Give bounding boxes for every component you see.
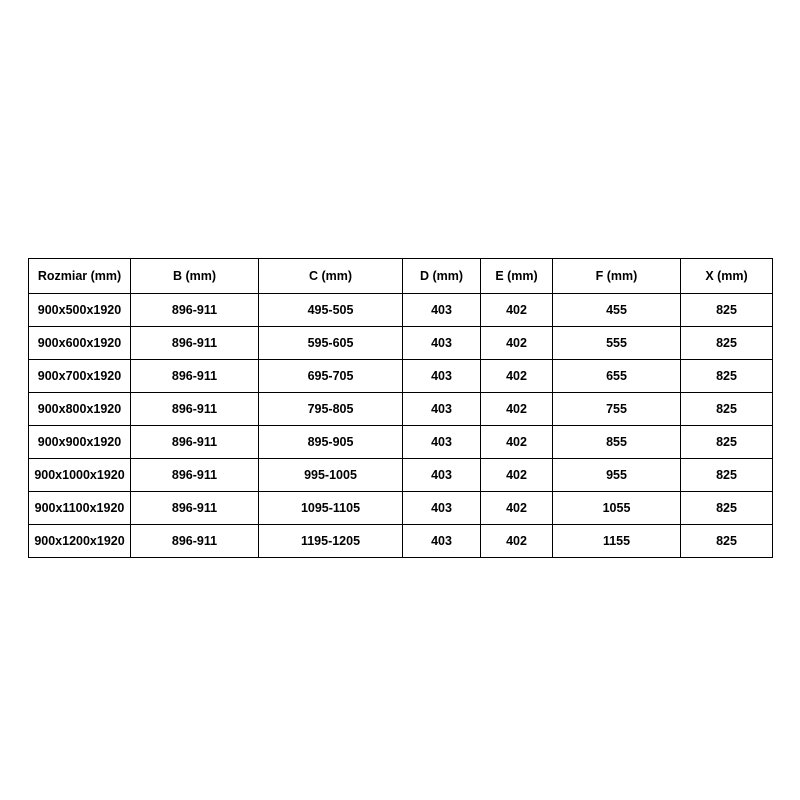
cell-b: 896-911 xyxy=(131,360,259,393)
cell-c: 1195-1205 xyxy=(259,525,403,558)
cell-f: 655 xyxy=(553,360,681,393)
cell-x: 825 xyxy=(681,426,773,459)
cell-d: 403 xyxy=(403,492,481,525)
cell-b: 896-911 xyxy=(131,327,259,360)
cell-b: 896-911 xyxy=(131,459,259,492)
cell-b: 896-911 xyxy=(131,492,259,525)
table-row xyxy=(29,492,773,525)
cell-e: 402 xyxy=(481,294,553,327)
cell-rozmiar: 900x1200x1920 xyxy=(29,525,131,558)
cell-x: 825 xyxy=(681,294,773,327)
cell-x: 825 xyxy=(681,525,773,558)
cell-b: 896-911 xyxy=(131,294,259,327)
table-row xyxy=(29,294,773,327)
cell-f: 555 xyxy=(553,327,681,360)
cell-d: 403 xyxy=(403,294,481,327)
cell-f: 755 xyxy=(553,393,681,426)
column-header-f: F (mm) xyxy=(553,259,681,294)
cell-b: 896-911 xyxy=(131,393,259,426)
cell-d: 403 xyxy=(403,360,481,393)
cell-c: 995-1005 xyxy=(259,459,403,492)
cell-rozmiar: 900x700x1920 xyxy=(29,360,131,393)
cell-rozmiar: 900x600x1920 xyxy=(29,327,131,360)
cell-c: 695-705 xyxy=(259,360,403,393)
cell-e: 402 xyxy=(481,360,553,393)
cell-x: 825 xyxy=(681,492,773,525)
table-header xyxy=(29,259,773,294)
cell-e: 402 xyxy=(481,426,553,459)
cell-rozmiar: 900x800x1920 xyxy=(29,393,131,426)
cell-d: 403 xyxy=(403,393,481,426)
column-header-b: B (mm) xyxy=(131,259,259,294)
cell-rozmiar: 900x1000x1920 xyxy=(29,459,131,492)
cell-x: 825 xyxy=(681,459,773,492)
table-row xyxy=(29,525,773,558)
cell-b: 896-911 xyxy=(131,525,259,558)
table-body xyxy=(29,294,773,558)
cell-f: 455 xyxy=(553,294,681,327)
cell-c: 895-905 xyxy=(259,426,403,459)
specification-table-container xyxy=(28,258,772,558)
cell-rozmiar: 900x900x1920 xyxy=(29,426,131,459)
cell-c: 1095-1105 xyxy=(259,492,403,525)
cell-x: 825 xyxy=(681,327,773,360)
cell-c: 595-605 xyxy=(259,327,403,360)
cell-e: 402 xyxy=(481,393,553,426)
cell-b: 896-911 xyxy=(131,426,259,459)
cell-d: 403 xyxy=(403,459,481,492)
cell-f: 1155 xyxy=(553,525,681,558)
table-row xyxy=(29,459,773,492)
cell-rozmiar: 900x500x1920 xyxy=(29,294,131,327)
column-header-c: C (mm) xyxy=(259,259,403,294)
table-row xyxy=(29,327,773,360)
cell-x: 825 xyxy=(681,360,773,393)
cell-e: 402 xyxy=(481,327,553,360)
column-header-x: X (mm) xyxy=(681,259,773,294)
table-header-row xyxy=(29,259,773,294)
cell-x: 825 xyxy=(681,393,773,426)
cell-c: 795-805 xyxy=(259,393,403,426)
column-header-e: E (mm) xyxy=(481,259,553,294)
column-header-rozmiar: Rozmiar (mm) xyxy=(29,259,131,294)
table-row xyxy=(29,360,773,393)
cell-rozmiar: 900x1100x1920 xyxy=(29,492,131,525)
table-row xyxy=(29,426,773,459)
cell-e: 402 xyxy=(481,492,553,525)
cell-d: 403 xyxy=(403,327,481,360)
table-row xyxy=(29,393,773,426)
cell-c: 495-505 xyxy=(259,294,403,327)
cell-e: 402 xyxy=(481,525,553,558)
specification-table xyxy=(28,258,773,558)
cell-f: 855 xyxy=(553,426,681,459)
column-header-d: D (mm) xyxy=(403,259,481,294)
cell-d: 403 xyxy=(403,426,481,459)
cell-e: 402 xyxy=(481,459,553,492)
cell-d: 403 xyxy=(403,525,481,558)
cell-f: 1055 xyxy=(553,492,681,525)
cell-f: 955 xyxy=(553,459,681,492)
